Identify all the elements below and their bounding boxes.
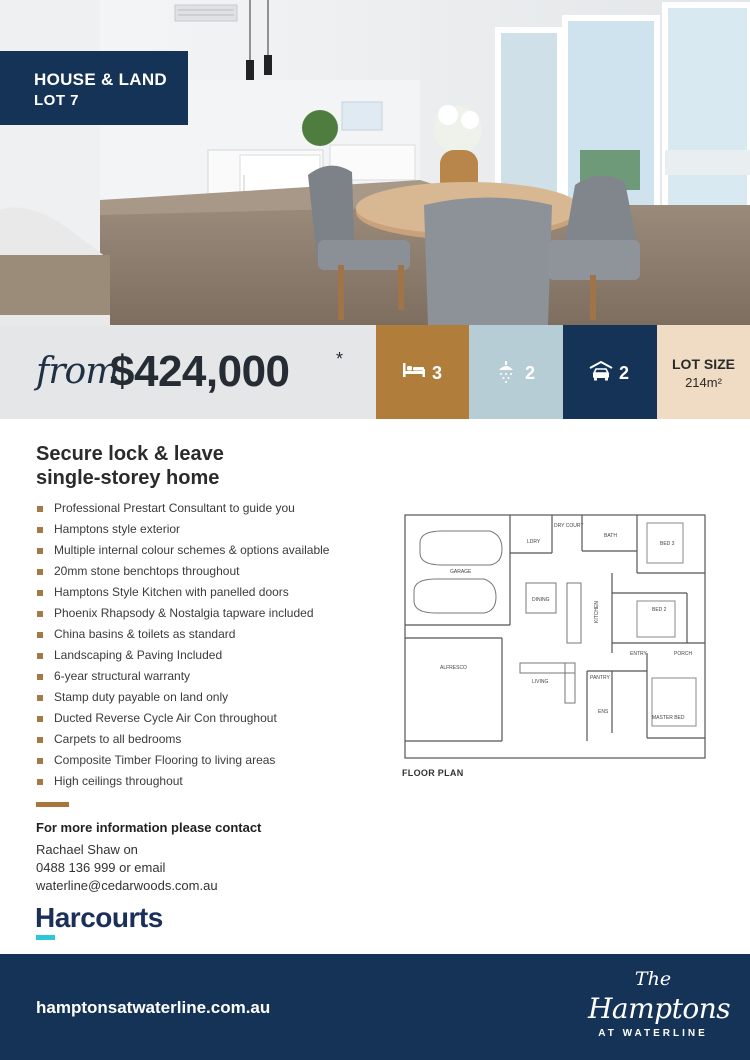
- bullet-icon: [37, 569, 43, 575]
- logo-name: Hamptons: [588, 992, 731, 1025]
- price-asterisk: *: [336, 349, 344, 369]
- list-item: Landscaping & Paving Included: [36, 645, 329, 666]
- price-stats-band: [0, 325, 750, 419]
- room-alfresco: ALFRESCO: [440, 665, 467, 671]
- list-item: Multiple internal colour schemes & options available: [36, 540, 329, 561]
- room-porch: PORCH: [674, 651, 693, 657]
- room-pantry: PANTRY: [590, 675, 610, 681]
- bullet-icon: [37, 632, 43, 638]
- bedrooms-count: 3: [432, 363, 443, 383]
- house-land-badge: [0, 51, 188, 125]
- section-divider: [36, 802, 69, 807]
- hero-photo: [0, 0, 750, 325]
- price-amount: $424,000: [110, 347, 290, 396]
- bullet-icon: [37, 506, 43, 512]
- room-garage: GARAGE: [450, 569, 472, 575]
- bullet-icon: [37, 527, 43, 533]
- bullet-icon: [37, 590, 43, 596]
- bullet-icon: [37, 674, 43, 680]
- harcourts-logo: Harcourts: [35, 902, 163, 933]
- logo-subtitle: AT WATERLINE: [598, 1028, 708, 1039]
- room-bed3: BED 3: [660, 541, 675, 547]
- list-item: 20mm stone benchtops throughout: [36, 561, 329, 582]
- list-item: Stamp duty payable on land only: [36, 687, 329, 708]
- list-item: Composite Timber Flooring to living areas: [36, 750, 329, 771]
- lot-size-stat: [657, 325, 750, 419]
- bathrooms-stat: [469, 325, 563, 419]
- contact-name: Rachael Shaw on: [36, 842, 138, 857]
- room-ldry: LDRY: [527, 539, 541, 545]
- contact-phone[interactable]: 0488 136 999 or email: [36, 860, 166, 875]
- list-item: Hamptons Style Kitchen with panelled doors: [36, 582, 329, 603]
- headline-line-1: Secure lock & leave: [36, 443, 224, 465]
- bullet-icon: [37, 779, 43, 785]
- bathrooms-count: 2: [525, 363, 536, 383]
- list-item: 6-year structural warranty: [36, 666, 329, 687]
- bullet-icon: [37, 758, 43, 764]
- lot-size-label: LOT SIZE: [672, 356, 735, 372]
- contact-title: For more information please contact: [36, 820, 262, 835]
- headline-line-2: single-storey home: [36, 467, 220, 489]
- bullet-icon: [37, 653, 43, 659]
- shower-icon: [495, 361, 517, 388]
- headline: [36, 442, 224, 490]
- badge-lot: LOT 7: [34, 92, 80, 109]
- list-item: High ceilings throughout: [36, 771, 329, 792]
- bullet-icon: [37, 737, 43, 743]
- room-bed2: BED 2: [652, 607, 667, 613]
- room-dining: DINING: [532, 597, 550, 603]
- car-icon: [589, 361, 613, 386]
- bullet-icon: [37, 695, 43, 701]
- floor-plan: [402, 513, 708, 761]
- bullet-icon: [37, 548, 43, 554]
- room-dry-court: DRY COURT: [554, 523, 584, 529]
- list-item: China basins & toilets as standard: [36, 624, 329, 645]
- car-spaces-count: 2: [619, 363, 630, 383]
- list-item: Ducted Reverse Cycle Air Con throughout: [36, 708, 329, 729]
- room-bath: BATH: [604, 533, 617, 539]
- lot-size-value: 214m²: [685, 375, 722, 390]
- bullet-icon: [37, 611, 43, 617]
- logo-the: The: [634, 968, 672, 990]
- website-link[interactable]: hamptonsatwaterline.com.au: [36, 998, 271, 1017]
- car-spaces-stat: [563, 325, 657, 419]
- price-box: [0, 325, 376, 419]
- list-item: Carpets to all bedrooms: [36, 729, 329, 750]
- contact-email[interactable]: waterline@cedarwoods.com.au: [36, 878, 218, 893]
- bullet-icon: [37, 716, 43, 722]
- dining-room-illustration: [0, 0, 750, 325]
- room-living: LIVING: [532, 679, 549, 685]
- badge-title: HOUSE & LAND: [34, 70, 167, 89]
- room-entry: ENTRY: [630, 651, 647, 657]
- room-master-bed: MASTER BED: [652, 715, 685, 721]
- floor-plan-caption: FLOOR PLAN: [402, 768, 464, 778]
- list-item: Hamptons style exterior: [36, 519, 329, 540]
- bedrooms-stat: [376, 325, 469, 419]
- hamptons-logo: [588, 966, 731, 1054]
- room-ens: ENS: [598, 709, 609, 715]
- bed-icon: [402, 361, 426, 384]
- list-item: Professional Prestart Consultant to guide you: [36, 498, 329, 519]
- features-list: [36, 498, 329, 792]
- harcourts-logo-accent: [36, 935, 55, 940]
- room-kitchen: KITCHEN: [594, 601, 600, 623]
- footer: [0, 954, 750, 1060]
- price-prefix: from: [36, 351, 119, 392]
- list-item: Phoenix Rhapsody & Nostalgia tapware included: [36, 603, 329, 624]
